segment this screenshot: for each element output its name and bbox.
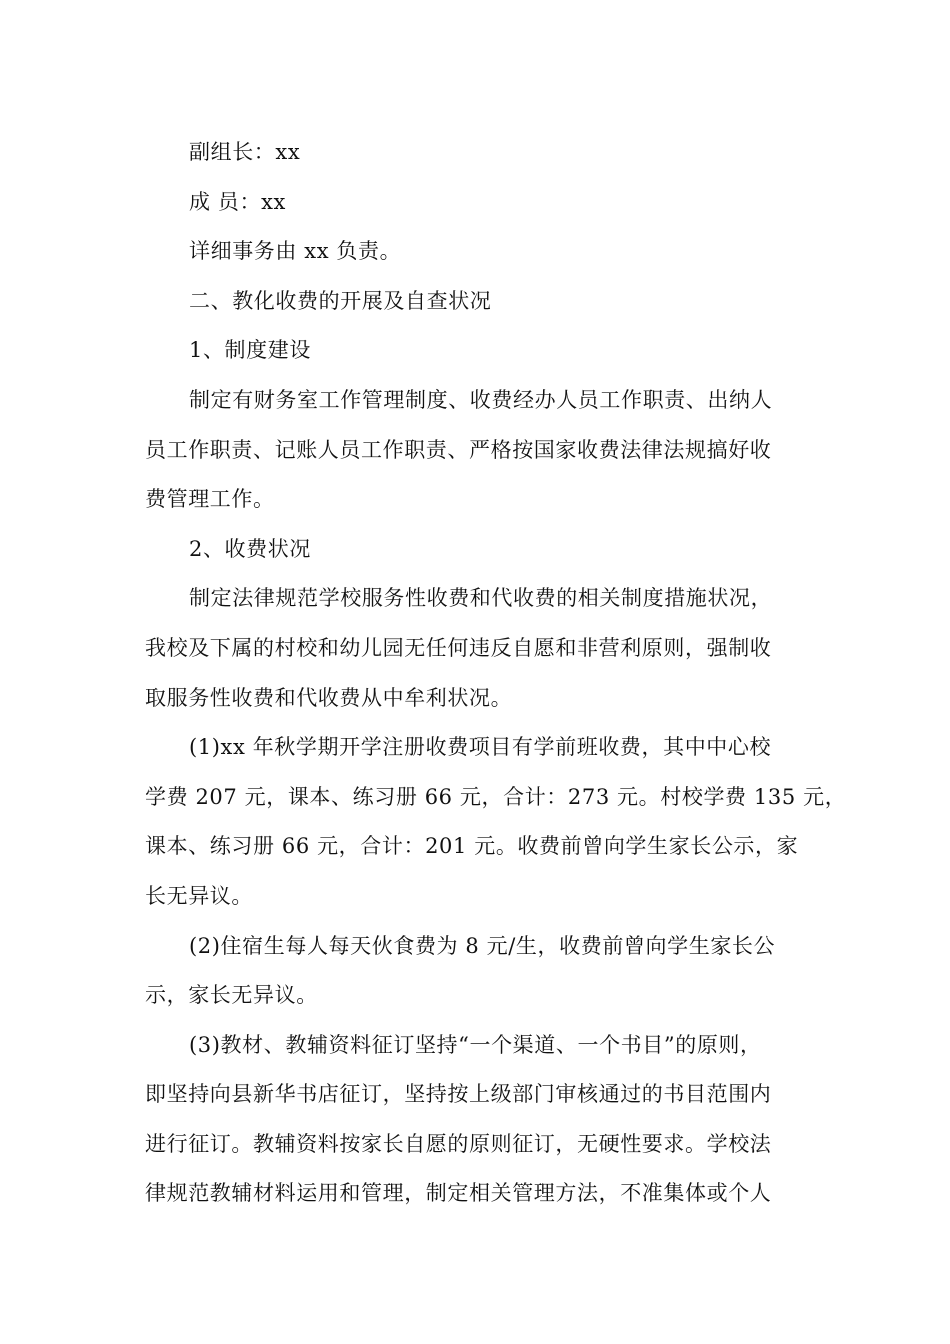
- text-line: 律规范教辅材料运用和管理，制定相关管理方法，不准集体或个人: [145, 1181, 772, 1206]
- text-line: 课本、练习册 66 元，合计：201 元。收费前曾向学生家长公示，家: [145, 834, 799, 859]
- text-line: 成 员：xx: [189, 189, 286, 214]
- text-line: 费管理工作。: [145, 487, 275, 512]
- text-line: 制定法律规范学校服务性收费和代收费的相关制度措施状况，: [189, 586, 773, 611]
- text-line: 我校及下属的村校和幼儿园无任何违反自愿和非营利原则，强制收: [145, 635, 772, 660]
- text-line: (2)住宿生每人每天伙食费为 8 元/生，收费前曾向学生家长公: [189, 933, 776, 958]
- subsection-heading: 1、制度建设: [189, 338, 311, 363]
- document-page: [145, 128, 847, 1219]
- text-line: 副组长：xx: [189, 140, 301, 164]
- text-line: 制定有财务室工作管理制度、收费经办人员工作职责、出纳人: [189, 387, 773, 412]
- text-line: 即坚持向县新华书店征订，坚持按上级部门审核通过的书目范围内: [145, 1082, 772, 1107]
- text-line: 长无异议。: [145, 883, 253, 908]
- section-heading: 二、教化收费的开展及自查状况: [189, 288, 492, 313]
- subsection-heading: 2、收费状况: [189, 536, 311, 561]
- text-line: 进行征订。教辅资料按家长自愿的原则征订，无硬性要求。学校法: [145, 1131, 772, 1156]
- text-line: 取服务性收费和代收费从中牟利状况。: [145, 685, 513, 710]
- text-line: (1)xx 年秋学期开学注册收费项目有学前班收费，其中中心校: [189, 735, 772, 760]
- text-line: 详细事务由 xx 负责。: [189, 239, 402, 264]
- text-line: 示，家长无异议。: [145, 983, 318, 1008]
- text-line: 学费 207 元，课本、练习册 66 元，合计：273 元。村校学费 135 元，: [145, 784, 847, 809]
- text-line: 员工作职责、记账人员工作职责、严格按国家收费法律法规搞好收: [145, 437, 772, 462]
- text-line: (3)教材、教辅资料征订坚持“一个渠道、一个书目”的原则，: [189, 1032, 762, 1057]
